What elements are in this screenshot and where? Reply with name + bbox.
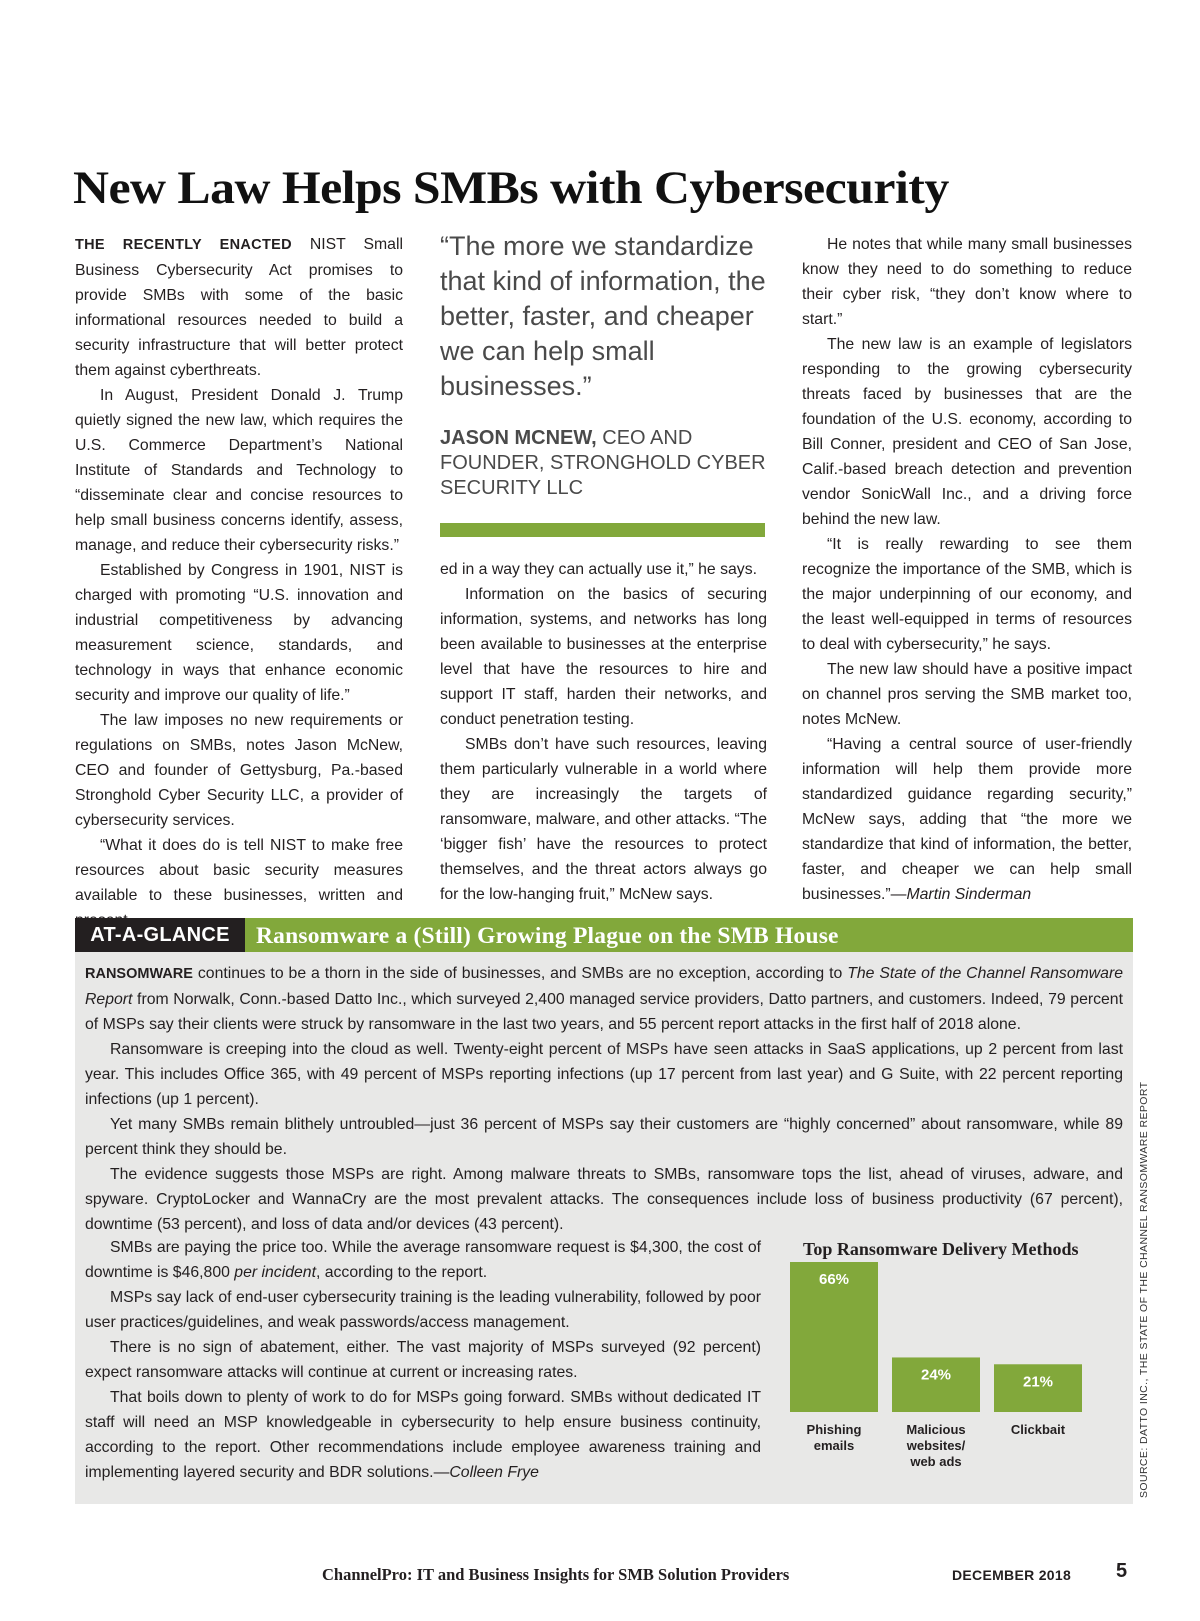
paragraph-text: That boils down to plenty of work to do for MSPs going forward. SMBs without dedicated IT staff will need an MSP knowledgeable in cybersecurity to help ensure business continuity, according to the report. Other recommendations include employee awareness training and implementing layered security and BDR solutions.— [85,1389,761,1481]
pull-quote-title: CEO AND FOUNDER, STRONGHOLD CYBER SECURITY LLC [440,427,766,499]
chart-category-label-line: Phishing [806,1422,862,1437]
emphasis: per incident [234,1264,316,1281]
chart-value-label: 66% [818,1271,850,1288]
pull-quote-name: JASON MCNEW, [440,427,597,449]
paragraph: Information on the basics of securing information, systems, and networks has long been available to businesses at the enterprise level that have the resources to hire and support IT staff, harden their networks, and conduct penetration testing. [440,586,767,728]
chart-category-label-line: Malicious [906,1422,966,1437]
sidebar-body-top [85,961,1123,1237]
pull-quote-attribution [440,426,775,501]
footer-publication: ChannelPro: IT and Business Insights for SMB Solution Providers [322,1565,790,1584]
at-a-glance-tag: AT-A-GLANCE [75,918,245,952]
chart-title: Top Ransomware Delivery Methods [803,1239,1079,1259]
paragraph: “What it does do is tell NIST to make free resources about basic security measures available to these businesses, written and [75,837,403,904]
paragraph: The evidence suggests those MSPs are right. Among malware threats to SMBs, ransomware tops the list, ahead of viruses, adware, and spyware. CryptoLocker and WannaCry are the most prevalent attacks. The consequences include loss of business productivity (67 percent), downtime (53 percent), and loss of data and/or devices (43 percent). [85,1166,1123,1233]
paragraph-text: NIST Small Business Cybersecurity Act promises to provide SMBs with some of the basic informational resources needed to build a security infrastructure that will better protect them against cyberthreats. [75,236,403,379]
sidebar-title: Ransomware a (Still) Growing Plague on the SMB House [256,923,839,949]
pull-quote [440,229,775,501]
paragraph-text: , according to the report. [315,1264,488,1281]
page-number: 5 [1116,1560,1128,1582]
paragraph-text: continues to be a thorn in the side of businesses, and SMBs are no exception, according to [192,965,848,982]
run-in-lead: THE RECENTLY ENACTED [75,237,292,253]
chart-category-label-line: websites/ [906,1438,966,1453]
paragraph: MSPs say lack of end-user cybersecurity training is the leading vulnerability, followed by poor user practices/guidelines, and weak passwords/access management. [85,1289,761,1331]
paragraph: The new law is an example of legislators responding to the growing cybersecurity threats faced by businesses that are the foundation of the U.S. economy, according to Bill Conner, president and CEO of San Jose, Calif.-based breach detection and prevention vendor SonicWall Inc., and a driving force behind the new law. [802,336,1132,528]
paragraph-text: from Norwalk, Conn.-based Datto Inc., which surveyed 2,400 managed service providers, Datto partners, and customers. Indeed, 79 percent of MSPs say their clients were struck by ransomware in the last two years, and 55 percent report attacks in the first half of 2018 alone. [85,991,1123,1033]
chart-category-label [906,1422,966,1469]
chart-value-label: 24% [920,1366,952,1384]
paragraph: Ransomware is creeping into the cloud as well. Twenty-eight percent of MSPs have seen attacks in SaaS applications, up 2 percent from last year. This includes Office 365, with 49 percent of MSPs reporting infections (up 17 percent from last year) and G Suite, with 22 percent reporting infections (up 1 percent). [85,1041,1123,1108]
paragraph: SMBs don’t have such resources, leaving them particularly vulnerable in a world where they are increasingly the targets of ransomware, malware, and other attacks. “The ‘bigger fish’ have the resources to protect themselves, and the threat actors always go for the low-hanging fruit,” McNew says. [440,736,767,903]
paragraph: “It is really rewarding to see them recognize the importance of the SMB, which is the major underpinning of our economy, and the least well-equipped in terms of resources to deal with cybersecurity,” he says. [802,536,1132,653]
chart-category-label [807,1422,862,1453]
paragraph: There is no sign of abatement, either. The vast majority of MSPs surveyed (92 percent) expect ransomware attacks will continue at current or increasing rates. [85,1339,761,1381]
chart-category-label-line: emails [813,1438,855,1453]
paragraph: In August, President Donald J. Trump quietly signed the new law, which requires the U.S. Commerce Department’s National Institute of Standards and Technology to “disseminate clear and concise resources to help small business concerns identify, assess, manage, and reduce their cybersecurity risks.” [75,387,403,554]
paragraph [85,961,1123,1037]
paragraph-text: SMBs are paying the price too. While the average ransomware request is $4,300, the cost of downtime is $46,800 [85,1239,761,1281]
article-column-3 [802,232,1132,907]
chart-category-label-line: Clickbait [1010,1422,1066,1437]
author-byline: Martin Sinderman [906,886,1032,903]
chart-category-label [1011,1422,1066,1437]
report-title: The State of the Channel Ransomware Report [85,965,1124,1008]
author-byline: Colleen Frye [449,1464,539,1481]
chart-category-label-line: web ads [910,1454,962,1469]
chart-value-label: 21% [1022,1373,1054,1391]
article-column-1 [75,232,403,933]
paragraph: The law imposes no new requirements or regulations on SMBs, notes Jason McNew, CEO and founder of Gettysburg, Pa.-based Stronghold Cyber Security LLC, a provider of cybersecurity services. [75,712,403,829]
paragraph: The new law should have a positive impact on channel pros serving the SMB market too, notes McNew. [802,661,1132,728]
paragraph [85,1235,761,1285]
paragraph [75,232,403,383]
ransomware-delivery-bar-chart [790,1262,1120,1498]
pull-quote-accent-bar [440,523,765,537]
footer-date: DECEMBER 2018 [952,1567,1072,1583]
article-column-2 [440,557,767,907]
sidebar-body-bottom [85,1235,761,1485]
source-credit: SOURCE: DATTO INC., THE STATE OF THE CHANNEL RANSOMWARE REPORT [1138,1081,1150,1498]
pull-quote-text: “The more we standardize that kind of information, the better, faster, and cheaper we can help small businesses.” [440,231,766,401]
run-in-lead: RANSOMWARE [85,966,193,982]
paragraph: ed in a way they can actually use it,” he says. [440,561,757,578]
paragraph: Established by Congress in 1901, NIST is charged with promoting “U.S. innovation and industrial competitiveness by advancing measurement science, standards, and technology in ways that enhance economic security and improve our quality of life.” [75,562,403,704]
paragraph [85,1385,761,1485]
paragraph-text: “Having a central source of user-friendly information will help them provide more standardized guidance regarding security,” McNew says, adding that “the more we standardize that kind of information, the better, faster, and cheaper we can help small businesses.”— [802,736,1132,903]
paragraph: Yet many SMBs remain blithely untroubled—just 36 percent of MSPs say their customers are “highly concerned” about ransomware, while 89 percent think they should be. [85,1116,1123,1158]
article-headline: New Law Helps SMBs with Cybersecurity [73,162,949,214]
paragraph [802,732,1132,907]
paragraph: He notes that while many small businesses know they need to do something to reduce their cyber risk, “they don’t know where to start.” [802,236,1132,328]
